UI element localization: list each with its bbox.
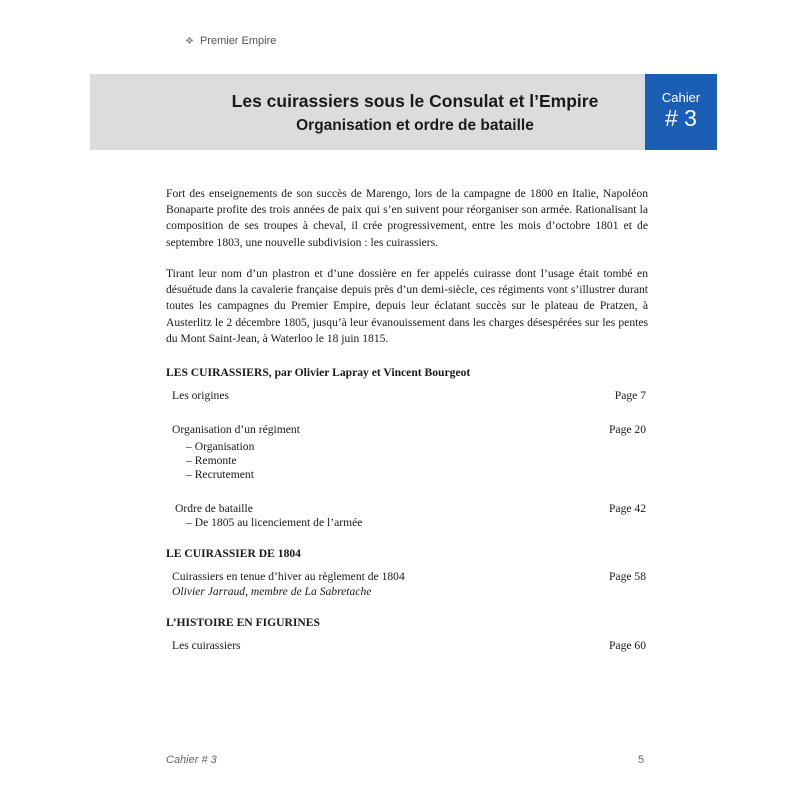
running-head-text: Premier Empire (199, 35, 277, 47)
toc-entry-page: Page 60 (608, 639, 646, 652)
toc-section-heading: L’HISTOIRE EN FIGURINES (166, 616, 320, 629)
intro-paragraph-2: Tirant leur nom d’un plastron et d’une dossière en fer appelés cuirasse dont l’usage était tombé en désuétude dans la cavalerie française depuis près d’un demi-siècle, ces régiments vont s’illustrer durant toutes les campagnes du Premier Empire, depuis leur éclatant succès sur le plateau de Pratzen, à Austerlitz le 2 décembre 1805, jusqu’à leur évanouissement dans les charges désespérées sur les pentes du Mont Saint-Jean, à Waterloo le 18 juin 1815. (166, 267, 648, 345)
page-subtitle: Organisation et ordre de bataille (296, 117, 534, 134)
toc-section-heading: LE CUIRASSIER DE 1804 (166, 547, 301, 560)
page-title: Les cuirassiers sous le Consulat et l’Empire (231, 91, 599, 111)
cahier-label: Cahier (661, 90, 701, 105)
footer-cahier-label: Cahier # 3 (166, 754, 217, 766)
title-banner (90, 74, 645, 150)
toc-entry-page: Page 42 (608, 502, 646, 515)
toc-entry-label: Cuirassiers en tenue d’hiver au règlement de 1804 (172, 570, 405, 583)
toc-entry-label: Les cuirassiers (172, 639, 241, 652)
cahier-badge (645, 74, 717, 150)
footer-page-number: 5 (638, 754, 645, 766)
toc-subentry: – Organisation (186, 440, 255, 453)
toc-entry-page: Page 7 (614, 389, 646, 402)
running-head (185, 35, 276, 47)
toc-entry-page: Page 20 (608, 423, 646, 436)
cahier-number: # 3 (665, 105, 697, 131)
toc-entry-author: Olivier Jarraud, membre de La Sabretache (172, 585, 372, 598)
toc-entry-page: Page 58 (608, 570, 646, 583)
toc-subentry: – De 1805 au licenciement de l’armée (186, 516, 363, 529)
toc-subentry: – Recrutement (186, 468, 254, 481)
toc-entry-label: Organisation d’un régiment (172, 423, 300, 436)
intro-paragraph-1: Fort des enseignements de son succès de Marengo, lors de la campagne de 1800 en Italie, Napoléon Bonaparte profite des trois années de paix qui s’en suivent pour réorganiser son armée. Rationalisant la composition de ses troupes à cheval, il crée progressivement, entre les mois d’octobre 1801 et de septembre 1803, une nouvelle subdivision : les cuirassiers. (166, 187, 648, 249)
diamond-bullet-icon: ❖ (185, 36, 194, 47)
toc-section-heading: LES CUIRASSIERS, par Olivier Lapray et Vincent Bourgeot (166, 366, 471, 379)
toc-entry-label: Ordre de bataille (175, 502, 253, 515)
toc-entry-label: Les origines (172, 389, 229, 402)
toc-subentry: – Remonte (186, 454, 237, 467)
